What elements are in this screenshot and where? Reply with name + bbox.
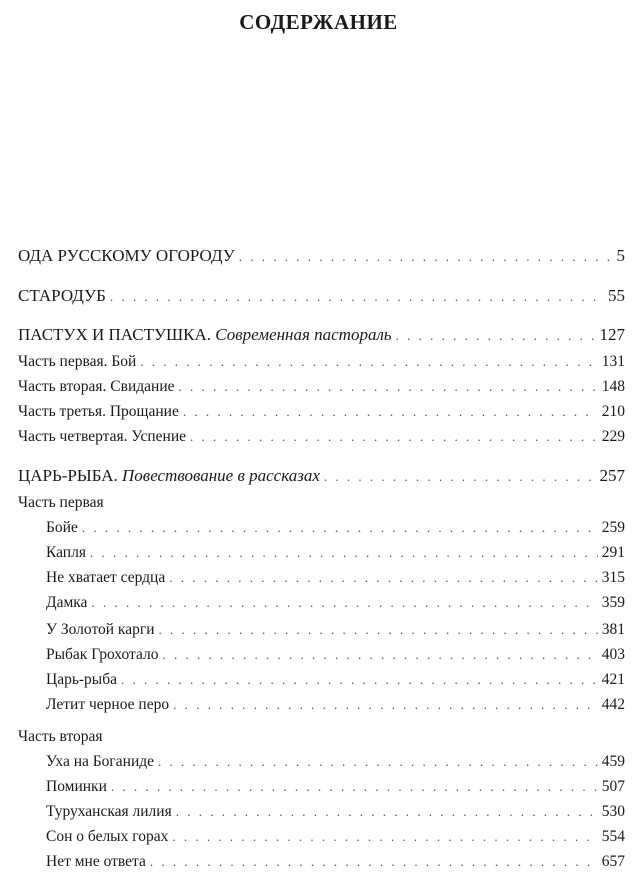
toc-entry-page: 530 bbox=[601, 803, 625, 820]
leader-dots bbox=[121, 670, 598, 690]
toc-entry-story[interactable] bbox=[18, 752, 625, 772]
toc-entry-page: 291 bbox=[601, 544, 625, 561]
toc-entry-oda[interactable] bbox=[18, 246, 625, 267]
toc-entry-page: 259 bbox=[601, 519, 625, 536]
leader-dots bbox=[176, 802, 598, 822]
toc-entry-title: Не хватает сердца bbox=[46, 569, 166, 586]
toc-entry-story[interactable] bbox=[18, 670, 625, 690]
toc-entry-title: Часть первая. Бой bbox=[18, 353, 137, 370]
leader-dots bbox=[91, 593, 597, 613]
toc-entry-page: 127 bbox=[599, 325, 625, 344]
toc-entry-page: 507 bbox=[601, 778, 625, 795]
toc-entry-page: 403 bbox=[601, 646, 625, 663]
toc-entry-pastukh-part-2[interactable] bbox=[18, 377, 625, 397]
toc-entry-title: Поминки bbox=[46, 778, 107, 795]
toc-entry-subtitle: Современная пастораль bbox=[215, 325, 392, 344]
leader-dots bbox=[111, 777, 598, 797]
toc-entry-title: Рыбак Грохотало bbox=[46, 646, 159, 663]
toc-entry-title: У Золотой карги bbox=[46, 621, 155, 638]
toc-entry-page: 229 bbox=[601, 428, 625, 445]
toc-entry-title: Часть вторая. Свидание bbox=[18, 378, 175, 395]
toc-part-heading-2: Часть вторая bbox=[18, 728, 103, 745]
toc-entry-page: 459 bbox=[601, 753, 625, 770]
leader-dots bbox=[179, 377, 598, 397]
leader-dots bbox=[162, 645, 597, 665]
toc-entry-title: Туруханская лилия bbox=[46, 803, 172, 820]
toc-entry-page: 554 bbox=[601, 828, 625, 845]
toc-entry-page: 442 bbox=[601, 696, 625, 713]
toc-entry-story[interactable] bbox=[18, 802, 625, 822]
toc-entry-pastukh-part-3[interactable] bbox=[18, 402, 625, 422]
toc-entry-title: Бойе bbox=[46, 519, 78, 536]
toc-entry-story[interactable] bbox=[18, 543, 625, 563]
toc-entry-page: 315 bbox=[601, 569, 625, 586]
toc-entry-page: 421 bbox=[601, 671, 625, 688]
toc-entry-title: Летит черное перо bbox=[46, 696, 170, 713]
toc-entry-title-main: ПАСТУХ И ПАСТУШКА. bbox=[18, 325, 212, 344]
toc-entry-title: Часть четвертая. Успение bbox=[18, 428, 187, 445]
toc-entry-tsar-ryba[interactable] bbox=[18, 466, 625, 487]
toc-entry-pastukh[interactable] bbox=[18, 325, 625, 346]
leader-dots bbox=[140, 352, 597, 372]
leader-dots bbox=[396, 326, 596, 346]
toc-entry-story[interactable] bbox=[18, 777, 625, 797]
toc-entry-title bbox=[18, 325, 392, 345]
leader-dots bbox=[82, 518, 598, 538]
toc-entry-title: Дамка bbox=[46, 594, 88, 611]
toc-entry-title: Капля bbox=[46, 544, 86, 561]
leader-dots bbox=[324, 467, 596, 487]
toc-entry-page: 55 bbox=[608, 286, 625, 305]
toc-entry-page: 359 bbox=[601, 594, 625, 611]
toc-entry-subtitle: Повествование в рассказах bbox=[122, 466, 320, 485]
toc-entry-story[interactable] bbox=[18, 620, 625, 640]
toc-entry-story[interactable] bbox=[18, 827, 625, 847]
toc-entry-page: 657 bbox=[601, 853, 625, 870]
toc-entry-pastukh-part-1[interactable] bbox=[18, 352, 625, 372]
leader-dots bbox=[90, 543, 598, 563]
leader-dots bbox=[158, 752, 598, 772]
toc-entry-page: 257 bbox=[599, 466, 625, 485]
leader-dots bbox=[190, 427, 598, 447]
toc-entry-title: Часть третья. Прощание bbox=[18, 403, 179, 420]
toc-entry-title: Нет мне ответа bbox=[46, 853, 146, 870]
leader-dots bbox=[150, 852, 598, 872]
leader-dots bbox=[183, 402, 598, 422]
toc-entry-title: Сон о белых горах bbox=[46, 828, 169, 845]
toc-entry-page: 148 bbox=[601, 378, 625, 395]
toc-entry-title: ОДА РУССКОМУ ОГОРОДУ bbox=[18, 246, 235, 265]
toc-entry-story[interactable] bbox=[18, 593, 625, 613]
toc-entry-story[interactable] bbox=[18, 852, 625, 872]
toc-entry-starodub[interactable] bbox=[18, 286, 625, 307]
toc-entry-title-main: ЦАРЬ-РЫБА. bbox=[18, 466, 118, 485]
toc-entry-page: 210 bbox=[601, 403, 625, 420]
toc-part-heading-1: Часть первая bbox=[18, 494, 104, 511]
leader-dots bbox=[159, 620, 598, 640]
leader-dots bbox=[173, 695, 598, 715]
toc-entry-page: 131 bbox=[601, 353, 625, 370]
leader-dots bbox=[110, 287, 604, 307]
toc-entry-pastukh-part-4[interactable] bbox=[18, 427, 625, 447]
leader-dots bbox=[172, 827, 597, 847]
toc-entry-page: 5 bbox=[616, 246, 625, 265]
toc-entry-story[interactable] bbox=[18, 568, 625, 588]
toc-entry-title bbox=[18, 466, 320, 486]
toc-entry-title: Царь-рыба bbox=[46, 671, 117, 688]
toc-entry-title: СТАРОДУБ bbox=[18, 286, 106, 305]
toc-entry-story[interactable] bbox=[18, 645, 625, 665]
leader-dots bbox=[239, 247, 613, 267]
page-title: СОДЕРЖАНИЕ bbox=[239, 10, 398, 34]
toc-entry-story[interactable] bbox=[18, 695, 625, 715]
toc-entry-title: Уха на Боганиде bbox=[46, 753, 155, 770]
toc-entry-page: 381 bbox=[601, 621, 625, 638]
toc-entry-story[interactable] bbox=[18, 518, 625, 538]
leader-dots bbox=[169, 568, 598, 588]
